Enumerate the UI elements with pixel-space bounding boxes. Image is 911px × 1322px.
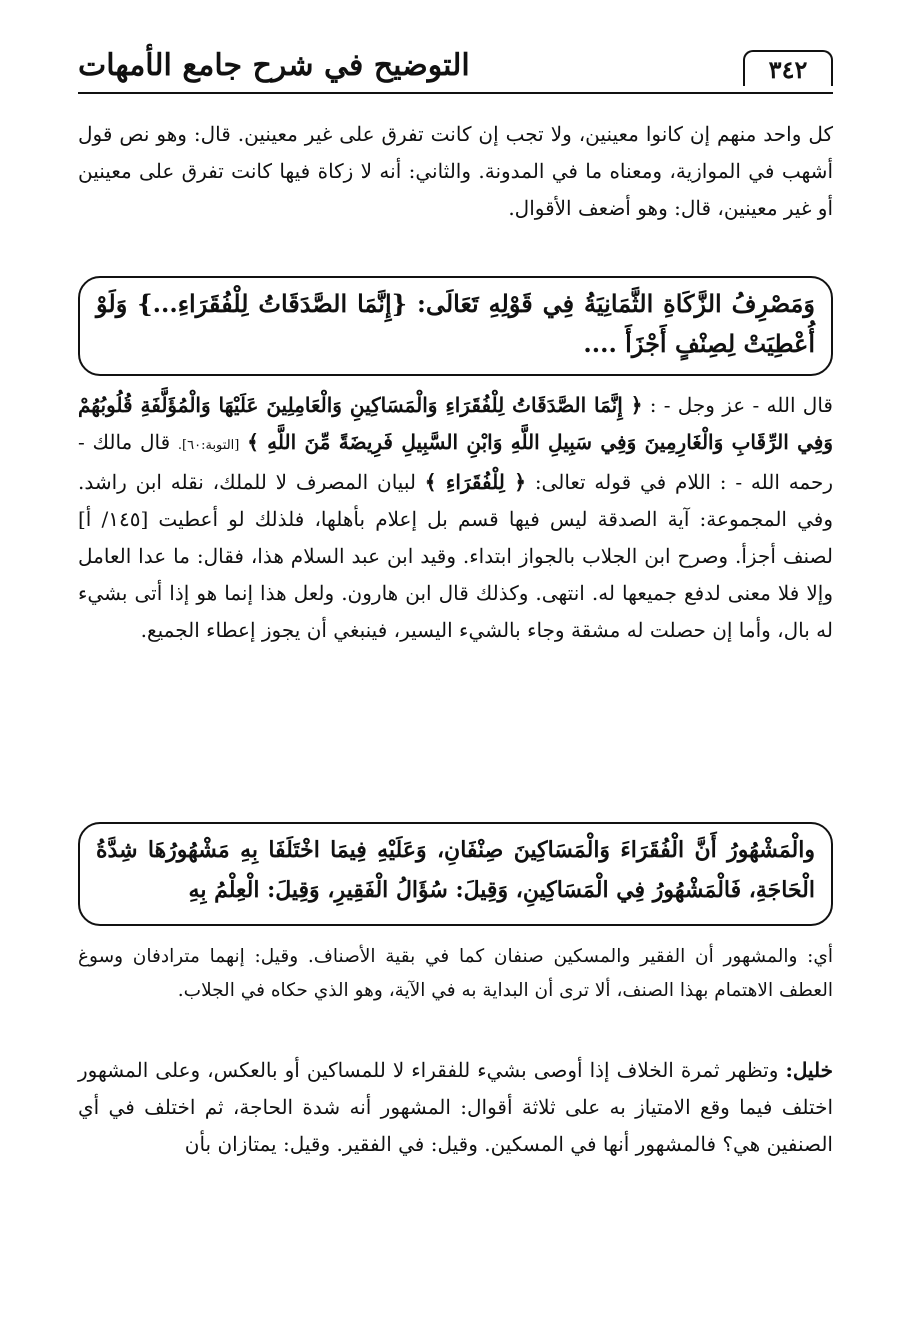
matn-box-2 — [78, 822, 833, 926]
quran-verse: ﴿ إِنَّمَا الصَّدَقَاتُ لِلْفُقَرَاءِ وَالْمَسَاكِينِ وَالْعَامِلِينَ عَلَيْهَا وَالْمُؤَلَّفَةِ قُلُوبُهُمْ وَفِي الرِّقَابِ وَالْغَارِمِينَ وَفِي سَبِيلِ اللَّهِ وَابْنِ السَّبِيلِ فَرِيضَةً مِّنَ اللَّهِ ﴾ — [78, 393, 833, 454]
paragraph-part: قال مالك - رحمه الله - : اللام في قوله تعالى: — [78, 430, 834, 494]
commentary-paragraph-1: كل واحد منهم إن كانوا معينين، ولا تجب إن كانت تفرق على غير معينين. قال: وهو نص قول أشهب في الموازية، ومعناه ما في المدونة. والثاني: أنه لا زكاة فيها كانت تفرق على معينين أو غير معينين، قال: وهو أضعف الأقوال. — [78, 122, 833, 220]
quran-verse-short: ﴿ لِلْفُقَرَاءِ ﴾ — [424, 470, 526, 494]
running-title: التوضيح في شرح جامع الأمهات — [78, 48, 470, 83]
paragraph-intro: قال الله - عز وجل - : — [649, 393, 833, 417]
speaker-label: خليل: — [785, 1058, 833, 1082]
verse-reference: [التوبة:٦٠]. — [177, 438, 240, 453]
commentary-paragraph-3: أي: والمشهور أن الفقير والمسكين صنفان كما في بقية الأصناف. وقيل: إنهما مترادفان وسوغ العطف الاهتمام بهذا الصنف، ألا ترى أن البداية به في الآية، وهو الذي حكاه في الجلاب. — [78, 946, 833, 1001]
paragraph-4-text: وتظهر ثمرة الخلاف إذا أوصى بشيء للفقراء لا للمساكين أو بالعكس، وعلى المشهور اختلف فيما وقع الامتياز به على ثلاثة أقوال: المشهور أنه شدة الحاجة، ثم اختلف في أي الصنفين هي؟ فالمشهور أنها في المسكين. وقيل: في الفقير. وقيل: يمتازان بأن — [78, 1058, 833, 1156]
matn-text-2: والْمَشْهُورُ أَنَّ الْفُقَرَاءَ وَالْمَسَاكِينَ صِنْفَانِ، وَعَلَيْهِ فِيمَا اخْتَلَفَا بِهِ مَشْهُورُهَا شِدَّةُ الْحَاجَةِ، فَالْمَشْهُورُ فِي الْمَسَاكِينِ، وَقِيلَ: سُؤَالُ الْفَقِيرِ، وَقِيلَ: الْعِلْمُ بِهِ — [96, 837, 815, 903]
matn-box-1 — [78, 276, 833, 376]
page-number: ٣٤٢ — [743, 50, 833, 86]
page-header — [78, 44, 833, 94]
commentary-paragraph-2 — [78, 387, 833, 649]
paragraph-rest: لبيان المصرف لا للملك، نقله ابن راشد. وفي المجموعة: آية الصدقة ليس فيها قسم بل إعلام بأهلها، فلذلك لو أعطيت [١٤٥/ أ] لصنف أجزأ. وصرح ابن الجلاب بالجواز ابتداء. وقيد ابن عبد السلام هذا، فقال: ما عدا العامل وإلا فلا معنى لدفع جميعها له. انتهى. وكذلك قال ابن هارون. ولعل هذا إنما هو إذا أتى بشيء له بال، وأما إن حصلت له مشقة وجاء بالشيء اليسير، فينبغي أن يجوز إعطاء الجميع. — [78, 470, 833, 642]
commentary-paragraph-4 — [78, 1052, 833, 1163]
matn-text-1: وَمَصْرِفُ الزَّكَاةِ الثَّمَانِيَةُ فِي قَوْلِهِ تَعَالَى: {إِنَّمَا الصَّدَقَاتُ لِلْفُقَرَاءِ...} وَلَوْ أُعْطِيَتْ لِصِنْفٍ أَجْزَأَ .... — [96, 289, 815, 358]
